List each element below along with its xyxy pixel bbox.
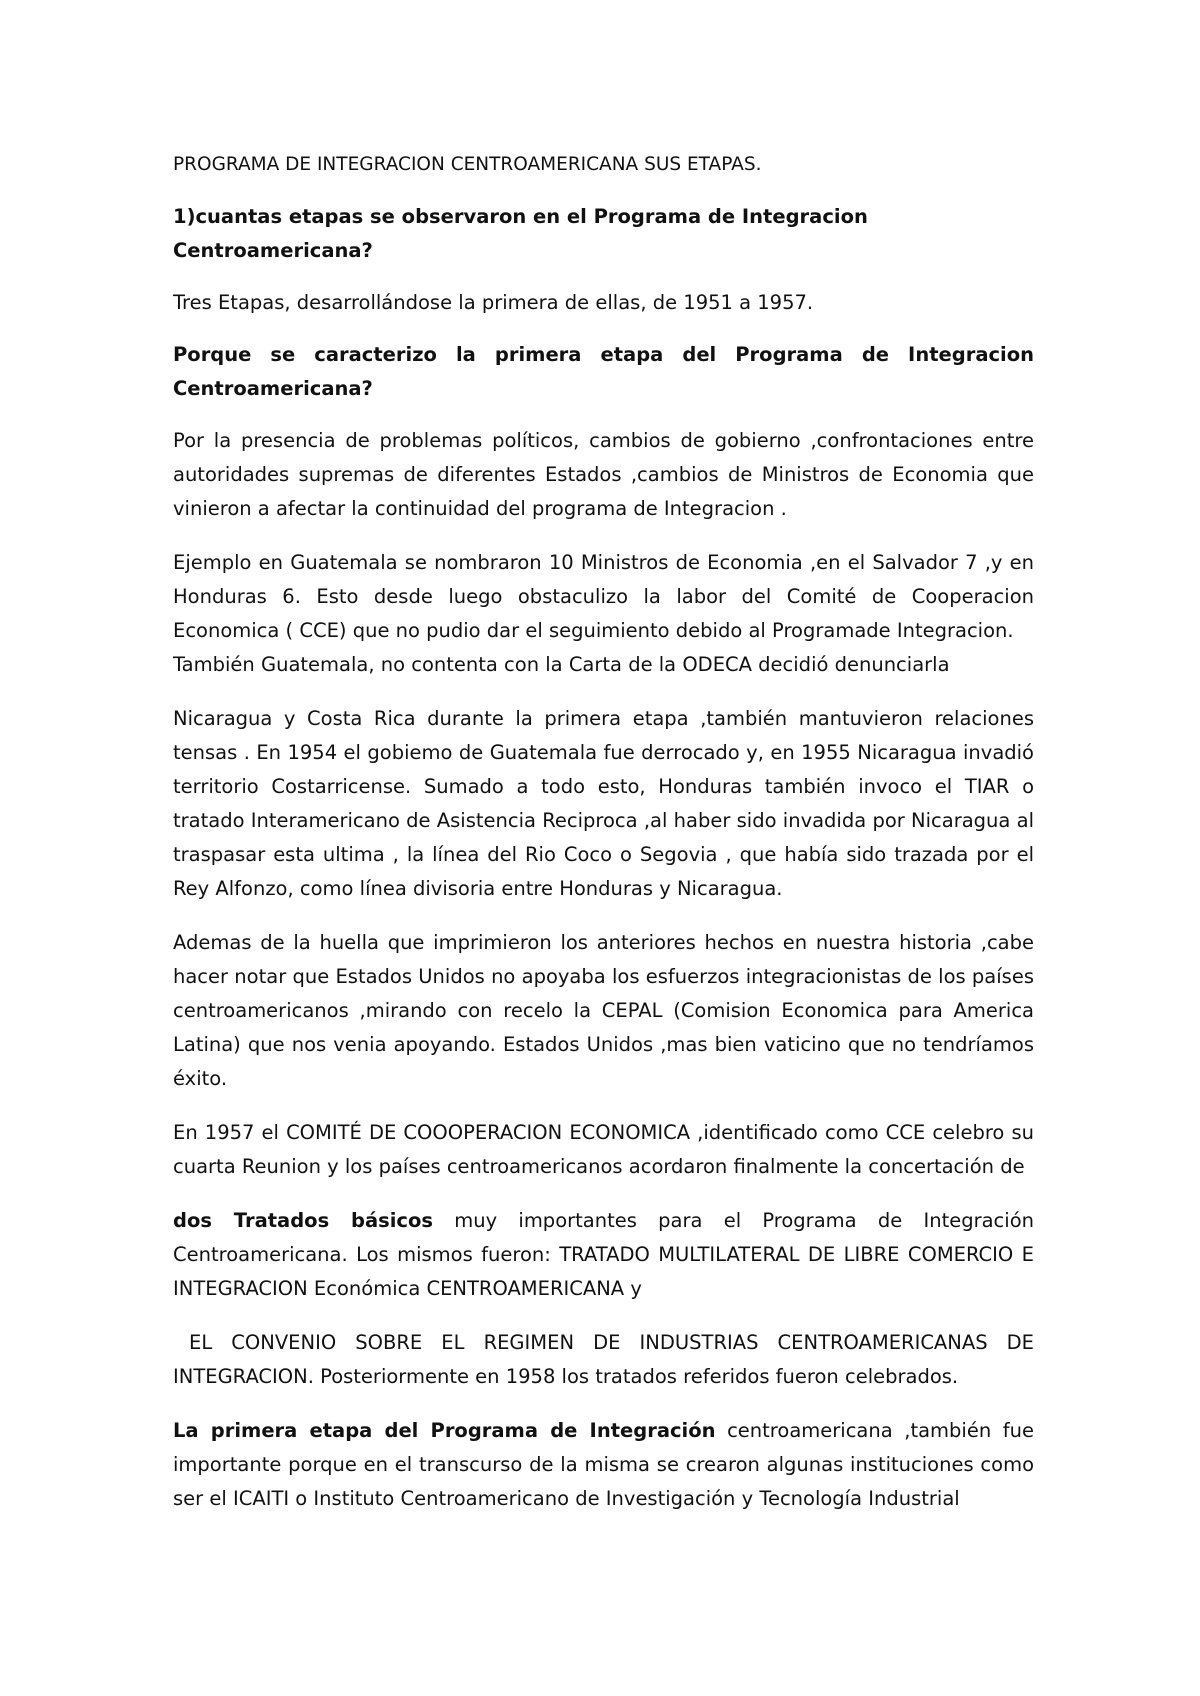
answer-1: Tres Etapas, desarrollándose la primera de ellas, de 1951 a 1957.: [173, 291, 814, 314]
paragraph-tratados-rest: muy importantes para el Programa de Integración Centroamericana. Los mismos fueron: TRATADO MULTILATERAL DE LIBRE COMERCIO E INTEGRACION Económica CENTROAMERICANA y: [173, 1209, 1034, 1300]
paragraph-convenio: EL CONVENIO SOBRE EL REGIMEN DE INDUSTRIAS CENTROAMERICANAS DE INTEGRACION. Posteriormente en 1958 los tratados referidos fueron celebrados.: [173, 1331, 1034, 1388]
paragraph-1957: En 1957 el COMITÉ DE COOOPERACION ECONOMICA ,identificado como CCE celebro su cuarta Reunion y los países centroamericanos acordaron finalmente la concertación de: [173, 1121, 1034, 1178]
question-2: Porque se caracterizo la primera etapa del Programa de Integracion Centroamericana?: [173, 343, 1034, 400]
paragraph-nicaragua: Nicaragua y Costa Rica durante la primera etapa ,también mantuvieron relaciones tensas . En 1954 el gobiemo de Guatemala fue derrocado y, en 1955 Nicaragua invadió territorio Costarricense. Sumado a todo esto, Honduras también invoco el TIAR o tratado Interamericano de Asistencia Reciproca ,al haber sido invadida por Nicaragua al traspasar esta ultima , la línea del Rio Coco o Segovia , que había sido trazada por el Rey Alfonzo, como línea divisoria entre Honduras y Nicaragua.: [173, 707, 1034, 900]
paragraph-primera-etapa: [173, 1414, 1034, 1516]
paragraph-primera-etapa-rest: centroamericana ,también fue importante porque en el transcurso de la misma se crearon algunas instituciones como ser el ICAITI o Instituto Centroamericano de Investigación y Tecnología Industrial: [173, 1419, 1034, 1510]
paragraph-tambien: También Guatemala, no contenta con la Carta de la ODECA decidió denunciarla: [173, 653, 950, 676]
paragraph-presencia: Por la presencia de problemas políticos, cambios de gobierno ,confrontaciones entre autoridades supremas de diferentes Estados ,cambios de Ministros de Economia que vinieron a afectar la continuidad del programa de Integracion .: [173, 429, 1034, 520]
paragraph-primera-etapa-bold: La primera etapa del Programa de Integración: [173, 1419, 716, 1442]
paragraph-tratados: [173, 1204, 1034, 1306]
paragraph-ejemplo: Ejemplo en Guatemala se nombraron 10 Ministros de Economia ,en el Salvador 7 ,y en Honduras 6. Esto desde luego obstaculizo la labor del Comité de Cooperacion Economica ( CCE) que no pudio dar el seguimiento debido al Programade Integracion.: [173, 551, 1034, 642]
paragraph-ademas: Ademas de la huella que imprimieron los anteriores hechos en nuestra historia ,cabe hacer notar que Estados Unidos no apoyaba los esfuerzos integracionistas de los países centroamericanos ,mirando con recelo la CEPAL (Comision Economica para America Latina) que nos venia apoyando. Estados Unidos ,mas bien vaticino que no tendríamos éxito.: [173, 931, 1034, 1090]
document-title: PROGRAMA DE INTEGRACION CENTROAMERICANA SUS ETAPAS.: [173, 154, 762, 175]
paragraph-tratados-bold: dos Tratados básicos: [173, 1209, 433, 1232]
question-1: 1)cuantas etapas se observaron en el Programa de Integracion Centroamericana?: [173, 205, 868, 262]
